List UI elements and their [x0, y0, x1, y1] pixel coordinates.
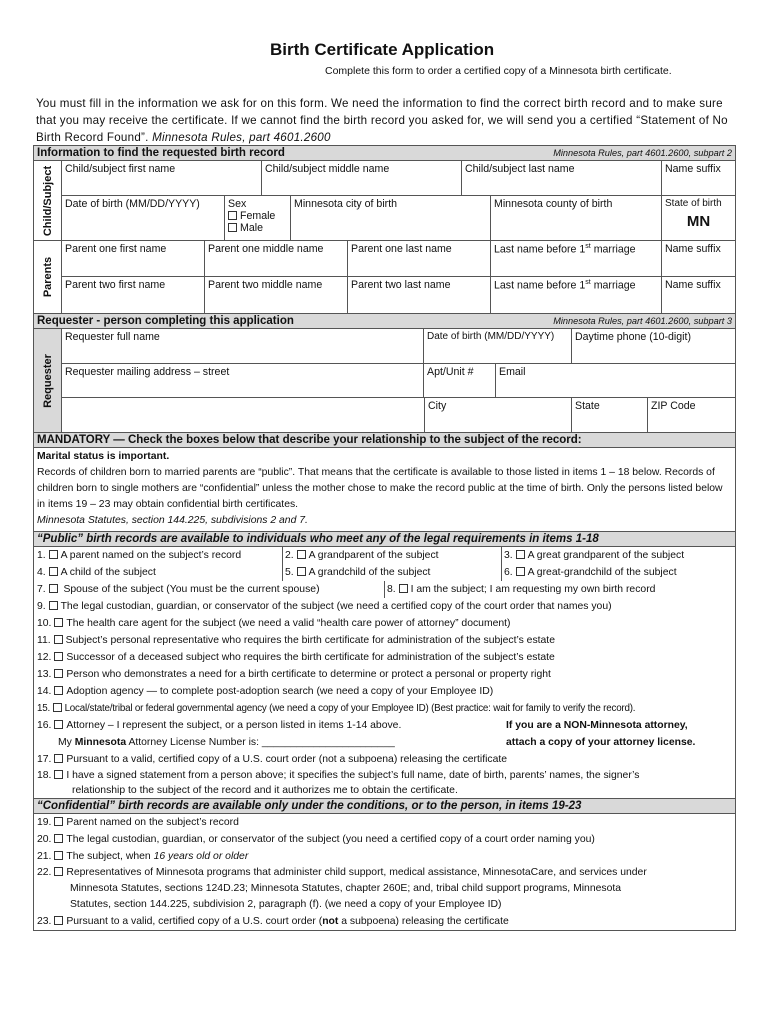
- item-4[interactable]: [37, 564, 156, 581]
- section-ref: Minnesota Rules, part 4601.2600, subpart 2: [553, 148, 732, 158]
- item-14[interactable]: [34, 683, 735, 700]
- item-text: Adoption agency — to complete post-adoption search (we need a copy of your Employee ID): [66, 686, 494, 697]
- field-label: Last name before 1: [494, 279, 586, 292]
- item-number: 14.: [37, 686, 52, 697]
- divider: [384, 581, 385, 598]
- field-label-tail: marriage: [590, 243, 636, 256]
- field-label: Date of birth (MM/DD/YYYY): [427, 331, 555, 342]
- section-header-requester: [34, 314, 735, 329]
- field-label: Email: [499, 366, 526, 378]
- side-label-parents: Parents: [41, 256, 54, 298]
- intro-rule: Minnesota Rules, part 4601.2600: [152, 131, 331, 144]
- field-label: Parent one middle name: [208, 243, 324, 255]
- item-8-checkbox[interactable]: [399, 584, 408, 593]
- item-number: 4.: [37, 567, 46, 578]
- field-label: Parent two first name: [65, 279, 166, 291]
- item-12-checkbox[interactable]: [54, 652, 63, 661]
- item-23[interactable]: [34, 913, 735, 930]
- section-header-birth-record: [34, 146, 735, 161]
- field-label: Child/subject last name: [465, 163, 575, 175]
- field-label-tail: marriage: [590, 279, 636, 292]
- item-21[interactable]: [34, 848, 735, 865]
- section-ref: Minnesota Rules, part 4601.2600, subpart 3: [553, 316, 732, 326]
- parent-two-first-field[interactable]: [62, 277, 205, 313]
- parent-two-row: [62, 277, 735, 313]
- item-20[interactable]: [34, 831, 735, 848]
- divider: [501, 547, 502, 564]
- item-text: The legal custodian, guardian, or conservator of the subject (you need a certified copy of a court order naming you): [66, 834, 595, 845]
- item-text: A grandparent of the subject: [308, 550, 439, 561]
- child-middle-name-field[interactable]: [262, 161, 462, 195]
- child-dob-field[interactable]: [62, 196, 225, 240]
- mandatory-text: [34, 448, 735, 531]
- field-label: Parent one last name: [351, 243, 452, 255]
- public-items-row-2: [34, 564, 735, 581]
- item-5-checkbox[interactable]: [297, 567, 306, 576]
- item-21-checkbox[interactable]: [54, 851, 63, 860]
- item-number: 15.: [37, 703, 51, 714]
- item-1-checkbox[interactable]: [49, 550, 58, 559]
- parent-one-middle-field[interactable]: [205, 241, 348, 276]
- item-number: 19.: [37, 817, 52, 828]
- field-label: Requester full name: [65, 331, 160, 343]
- side-label-requester: Requester: [41, 353, 54, 408]
- item-17[interactable]: [34, 751, 735, 768]
- parent-one-first-field[interactable]: [62, 241, 205, 276]
- item-text: Parent named on the subject’s record: [66, 817, 239, 828]
- field-label: Name suffix: [665, 243, 721, 255]
- item-text-bold: not: [322, 916, 339, 927]
- public-items-row-3: [34, 581, 735, 598]
- requester-body: [62, 329, 735, 432]
- item-number: 12.: [37, 652, 52, 663]
- field-label: City: [428, 400, 447, 412]
- state-value: MN: [686, 213, 711, 230]
- mandatory-paragraph: Records of children born to married parents are “public”. That means that the certificate is available to those listed in items 1 – 18 below. Records of children born to single mothers are “confidential” unless the mother chose to make the record public at the time of birth. Only the persons listed below in items 19 – 23 may obtain confidential birth certificates.: [37, 467, 723, 510]
- public-items-row-1: [34, 547, 735, 564]
- item-20-checkbox[interactable]: [54, 834, 63, 843]
- field-label: Parent two last name: [351, 279, 451, 291]
- item-number: 5.: [285, 567, 294, 578]
- child-sex-field: [225, 196, 291, 240]
- female-checkbox[interactable]: [228, 211, 237, 220]
- attorney-note-1: If you are a NON-Minnesota attorney,: [506, 720, 688, 731]
- public-header: “Public” birth records are available to individuals who meet any of the legal requirements in items 1-18: [34, 531, 735, 547]
- item-19[interactable]: [34, 814, 735, 831]
- item-number: 2.: [285, 550, 294, 561]
- parent-two-maiden-field[interactable]: [491, 277, 662, 313]
- item-number: 16.: [37, 720, 52, 731]
- application-form: [33, 145, 736, 931]
- item-text: I have a signed statement from a person above; it specifies the subject’s full name, date of birth, parents’ names, the signer’s: [66, 770, 640, 781]
- item-7-checkbox[interactable]: [49, 584, 58, 593]
- divider: [282, 564, 283, 581]
- field-label: Apt/Unit #: [427, 366, 474, 378]
- mandatory-header: [34, 433, 735, 448]
- parent-two-last-field[interactable]: [348, 277, 491, 313]
- item-text: Statutes, section 144.225, subdivision 2, paragraph (f). (we need a copy of your Employee ID): [70, 899, 502, 910]
- item-text: Person who demonstrates a need for a birth certificate to determine or protect a personal or property right: [66, 669, 551, 680]
- parent-one-maiden-field[interactable]: [491, 241, 662, 276]
- item-8[interactable]: [387, 581, 655, 598]
- item-text: Minnesota Statutes, sections 124D.23; Minnesota Statutes, chapter 260E; and, tribal child support programs, Minnesota: [70, 883, 622, 894]
- item-9[interactable]: [34, 598, 735, 615]
- requester-address-field[interactable]: [62, 364, 424, 397]
- item-text: Spouse of the subject (You must be the current spouse): [63, 584, 320, 595]
- item-number: 8.: [387, 584, 396, 595]
- item-6[interactable]: [504, 564, 677, 581]
- item-13[interactable]: [34, 666, 735, 683]
- item-text: Local/state/tribal or federal governmental agency (we need a copy of your Employee ID) (Best practice: wait for family to verify the record).: [64, 703, 636, 714]
- item-text: A grandchild of the subject: [308, 567, 431, 578]
- item-number: 7.: [37, 584, 46, 595]
- parent-one-last-field[interactable]: [348, 241, 491, 276]
- female-label: Female: [240, 210, 276, 222]
- child-county-field[interactable]: [491, 196, 662, 240]
- item-13-checkbox[interactable]: [54, 669, 63, 678]
- field-label: Minnesota city of birth: [294, 198, 398, 210]
- field-label: Parent two middle name: [208, 279, 323, 291]
- sex-male-option[interactable]: [228, 222, 287, 234]
- intro-text: You must fill in the information we ask for on this form. We need the information to find the correct birth record and to make sure that you may receive the certificate. If we cannot find the birth record you asked for, we will send you a certified “Statement of No Birth Record Found”.: [36, 97, 728, 144]
- license-pre: My: [58, 737, 75, 748]
- item-17-checkbox[interactable]: [54, 754, 63, 763]
- item-3[interactable]: [504, 547, 684, 564]
- item-text: a subpoena) releasing the certificate: [338, 916, 509, 927]
- requester-name-field[interactable]: [62, 329, 424, 363]
- requester-city-spacer: [62, 398, 424, 432]
- item-text: The subject, when: [66, 851, 154, 862]
- item-text: A great grandparent of the subject: [527, 550, 685, 561]
- item-number: 1.: [37, 550, 46, 561]
- field-label: Child/subject first name: [65, 163, 176, 175]
- parent-two-suffix-field[interactable]: [662, 277, 735, 313]
- item-16-checkbox[interactable]: [54, 720, 63, 729]
- item-4-checkbox[interactable]: [49, 567, 58, 576]
- requester-address-row: [62, 364, 735, 398]
- divider: [501, 564, 502, 581]
- item-1[interactable]: [37, 547, 241, 564]
- form-subtitle: Complete this form to order a certified copy of a Minnesota birth certificate.: [325, 65, 672, 77]
- item-9-checkbox[interactable]: [49, 601, 58, 610]
- item-18-checkbox[interactable]: [54, 770, 63, 779]
- requester-city-row: [62, 398, 735, 432]
- item-10[interactable]: [34, 615, 735, 632]
- parents-side: [34, 241, 62, 313]
- item-22[interactable]: [34, 865, 735, 881]
- child-subject-body: [62, 161, 735, 240]
- child-state-field: [662, 196, 735, 240]
- item-text: The legal custodian, guardian, or conservator of the subject (we need a certified copy of the court order that names you): [60, 601, 612, 612]
- field-label: State: [575, 400, 600, 412]
- item-15[interactable]: [34, 700, 735, 717]
- item-11-checkbox[interactable]: [54, 635, 63, 644]
- item-number: 20.: [37, 834, 52, 845]
- child-name-row: [62, 161, 735, 196]
- requester-side: [34, 329, 62, 432]
- item-number: 21.: [37, 851, 52, 862]
- requester-state-field[interactable]: [572, 398, 648, 432]
- confidential-header: “Confidential” birth records are available only under the conditions, or to the person, in items 19-23: [34, 798, 735, 814]
- field-label: Parent one first name: [65, 243, 167, 255]
- mandatory-title: MANDATORY — Check the boxes below that describe your relationship to the subject of the record:: [37, 434, 582, 446]
- item-text: I am the subject; I am requesting my own birth record: [410, 584, 656, 595]
- parent-one-row: [62, 241, 735, 277]
- license-field[interactable]: Attorney License Number is: _______________________: [126, 737, 395, 748]
- sex-label: Sex: [228, 198, 247, 210]
- item-10-checkbox[interactable]: [54, 618, 63, 627]
- child-last-name-field[interactable]: [462, 161, 662, 195]
- item-16-license: [34, 734, 735, 751]
- mandatory-statute: Minnesota Statutes, section 144.225, subdivisions 2 and 7.: [37, 515, 308, 526]
- item-number: 18.: [37, 770, 52, 781]
- item-number: 3.: [504, 550, 513, 561]
- item-text-italic: 16 years old or older: [153, 851, 249, 862]
- marital-note: Marital status is important.: [37, 451, 170, 462]
- requester-zip-field[interactable]: [648, 398, 735, 432]
- divider: [282, 547, 283, 564]
- item-text: A parent named on the subject’s record: [60, 550, 242, 561]
- child-birth-row: [62, 196, 735, 240]
- item-23-checkbox[interactable]: [54, 916, 63, 925]
- item-number: 11.: [37, 635, 51, 646]
- item-number: 6.: [504, 567, 513, 578]
- title-text: Birth Certificate Application: [270, 40, 495, 59]
- item-3-checkbox[interactable]: [516, 550, 525, 559]
- item-19-checkbox[interactable]: [54, 817, 63, 826]
- item-text: Pursuant to a valid, certified copy of a U.S. court order (not a subpoena) releasing the certificate: [66, 754, 508, 765]
- child-first-name-field[interactable]: [62, 161, 262, 195]
- item-text: Representatives of Minnesota programs that administer child support, medical assistance, MinnesotaCare, and services under: [66, 867, 647, 878]
- item-text: A child of the subject: [60, 567, 156, 578]
- requester-name-row: [62, 329, 735, 364]
- sex-female-option[interactable]: [228, 210, 287, 222]
- male-checkbox[interactable]: [228, 223, 237, 232]
- requester-section: [34, 329, 735, 433]
- requester-phone-field[interactable]: [572, 329, 735, 363]
- item-text: Pursuant to a valid, certified copy of a U.S. court order (: [66, 916, 323, 927]
- item-number: 10.: [37, 618, 52, 629]
- field-label: Child/subject middle name: [265, 163, 390, 175]
- item-7[interactable]: [37, 581, 320, 598]
- male-label: Male: [240, 222, 263, 234]
- field-label: Date of birth (MM/DD/YYYY): [65, 198, 200, 210]
- item-22-cont-1: [34, 881, 735, 897]
- item-12[interactable]: [34, 649, 735, 666]
- item-text: relationship to the subject of the record and it authorizes me to obtain the certificate.: [72, 785, 458, 796]
- requester-apt-field[interactable]: [424, 364, 496, 397]
- child-subject-side: [34, 161, 62, 240]
- item-16[interactable]: [34, 717, 735, 734]
- item-text: Successor of a deceased subject who requires the birth certificate for administration of the subject’s estate: [66, 652, 555, 663]
- item-11[interactable]: [34, 632, 735, 649]
- item-number: 17.: [37, 754, 52, 765]
- field-label: ZIP Code: [651, 400, 696, 412]
- field-label-sup: st: [585, 279, 591, 286]
- item-15-checkbox[interactable]: [53, 703, 62, 712]
- intro-paragraph: [36, 95, 736, 146]
- item-18-cont: [34, 783, 735, 798]
- item-18[interactable]: [34, 768, 735, 783]
- item-text: A great-grandchild of the subject: [527, 567, 677, 578]
- requester-dob-field[interactable]: [424, 329, 572, 363]
- parent-one-suffix-field[interactable]: [662, 241, 735, 276]
- field-label: Minnesota county of birth: [494, 198, 613, 210]
- field-label: Name suffix: [665, 163, 721, 175]
- item-22-checkbox[interactable]: [54, 867, 63, 876]
- child-subject-section: [34, 161, 735, 241]
- item-text: Attorney – I represent the subject, or a person listed in items 1-14 above.: [66, 720, 402, 731]
- field-label: State of birth: [665, 198, 722, 209]
- item-text: The health care agent for the subject (we need a valid “health care power of attorney” document): [66, 618, 511, 629]
- item-5[interactable]: [285, 564, 430, 581]
- child-city-field[interactable]: [291, 196, 491, 240]
- item-22-cont-2: [34, 897, 735, 913]
- child-name-suffix-field[interactable]: [662, 161, 735, 195]
- field-label: Last name before 1: [494, 243, 586, 256]
- item-number: 22.: [37, 867, 52, 878]
- field-label: Daytime phone (10-digit): [575, 331, 691, 343]
- item-14-checkbox[interactable]: [54, 686, 63, 695]
- license-bold: Minnesota: [74, 737, 127, 748]
- form-title: [0, 40, 770, 60]
- parent-two-middle-field[interactable]: [205, 277, 348, 313]
- field-label: Requester mailing address – street: [65, 366, 230, 378]
- item-text: Subject’s personal representative who requires the birth certificate for administration of the subject’s estate: [65, 635, 555, 646]
- field-label-sup: st: [585, 243, 591, 250]
- item-6-checkbox[interactable]: [516, 567, 525, 576]
- side-label-child: Child/Subject: [41, 165, 54, 236]
- parents-section: [34, 241, 735, 314]
- item-number: 23.: [37, 916, 52, 927]
- item-number: 9.: [37, 601, 46, 612]
- item-2[interactable]: [285, 547, 439, 564]
- parents-body: [62, 241, 735, 313]
- attorney-note-2: attach a copy of your attorney license.: [506, 737, 696, 748]
- section-title: Information to find the requested birth record: [37, 147, 285, 159]
- field-label: Name suffix: [665, 279, 721, 291]
- requester-city-field[interactable]: [424, 398, 572, 432]
- requester-email-field[interactable]: [496, 364, 735, 397]
- section-title: Requester - person completing this application: [37, 315, 294, 327]
- item-2-checkbox[interactable]: [297, 550, 306, 559]
- item-number: 13.: [37, 669, 52, 680]
